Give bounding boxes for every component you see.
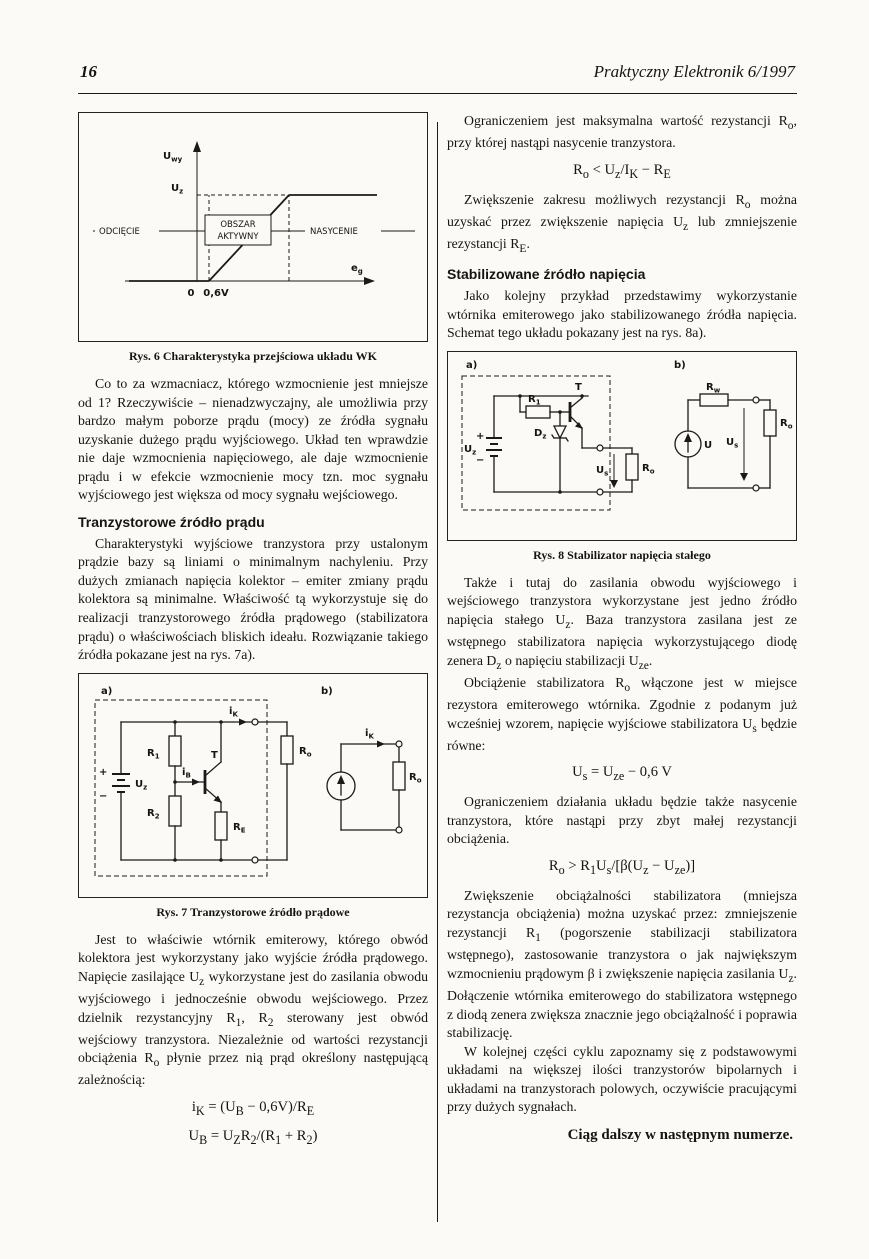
para-follower: Jest to właściwie wtórnik emiterowy, którego obwód kolektora jest wykorzystany jako wyjście źródła prądowego. Napięcie zasilające $U_z$ wykorzystane jest do zasilania obwodu wyjściowego i jednocześnie obwodu wejściowego. Przez dzielnik rezystancyjny $R_1$, $R_2$ sterowany jest obwód wejściowy tranzystora. Niezależnie od wartości rezystancji obciążenia $R_o$ płynie przez nią prąd określony następującą zależnością: bbox=[78, 931, 428, 1088]
para-next-issue: W kolejnej części cyklu zapoznamy się z podstawowymi układami na większej ilości tranzystorów bipolarnych i układami na tranzystorach polowych, oczywiście pracującymi przy dużych sygnałach. bbox=[447, 1043, 797, 1115]
fig8-us-arrow bbox=[596, 454, 618, 488]
fig8-t-label: T bbox=[575, 381, 582, 393]
fig8-resistor-r1 bbox=[518, 394, 560, 418]
fig8-voltage-source-symbol bbox=[675, 431, 712, 457]
para-improve: Zwiększenie obciążalności stabilizatora (mniejsza rezystancja obciążenia) można uzyskać przez: zmniejszenie rezystancji $R_1$ (pogorszenie stabilizacji stabilizatora wstępnego), zastosowanie tranzystora o jak największym wzmocnieniu prądowym β i zwiększenie napięcia zasilania $U_z$. Dołączenie wtórnika emiterowego do stabilizatora wstępnego z diodą zenera zwiększa znacznie jego obciążalność i poprawia stabilizację. bbox=[447, 887, 797, 1041]
fig6-06v-label: 0,6V bbox=[203, 288, 229, 299]
para-limit: Ograniczeniem jest maksymalna wartość rezystancji $R_o$, przy której nastąpi nasycenie tranzystora. bbox=[447, 113, 797, 151]
figure-7 bbox=[78, 673, 428, 898]
fig6-active-region-label-1: OBSZAR bbox=[220, 220, 256, 230]
fig8-plus-sign: + bbox=[476, 430, 485, 442]
fig7-resistor-r2 bbox=[147, 782, 181, 860]
fig8-r1-label: $R_1$ bbox=[528, 393, 541, 407]
para-characteristics: Charakterystyki wyjściowe tranzystora przy ustalonym prądzie bazy są liniami o minimalnym nachyleniu. Przy dużych zmianach napięcia kolektor – emiter zmiany prądu kolektora są minimalne. Właściwość tą wykorzystuje się do realizacji tranzystorowego źródła prądowego (stabilizatora prądu) o właściwościach bliskich ideału. Rozwiązanie takiego źródła pokazane jest na rys. 7a). bbox=[78, 535, 428, 663]
fig7-r1-label: $R_1$ bbox=[147, 747, 160, 761]
fig7-label-b: b) bbox=[321, 685, 333, 697]
fig8-ro-label: $R_o$ bbox=[642, 462, 655, 476]
section-heading-voltage-source: Stabilizowane źródło napięcia bbox=[447, 266, 646, 283]
fig8-uz-label: $U_z$ bbox=[464, 443, 477, 457]
fig8-battery bbox=[464, 396, 502, 492]
fig6-uwy-axis-label: $U_{wy}$ bbox=[163, 151, 183, 164]
equation-us: $U_s = U_{ze} - 0,6$ V bbox=[572, 764, 672, 784]
fig7-minus-sign: − bbox=[99, 790, 108, 802]
fig8-us-label: $U_s$ bbox=[596, 464, 609, 478]
page-header bbox=[80, 62, 795, 82]
figure-7-schematic bbox=[79, 674, 427, 897]
two-column-layout bbox=[78, 112, 797, 1222]
fig6-saturation-region-label: NASYCENIE bbox=[310, 227, 358, 237]
fig8-dz-label: $D_z$ bbox=[534, 427, 547, 441]
fig8-label-a: a) bbox=[466, 359, 478, 371]
fig8-rw-label: $R_w$ bbox=[706, 381, 721, 395]
figure-8-caption: Rys. 8 Stabilizator napięcia stałego bbox=[533, 547, 711, 562]
figure-8-schematic bbox=[448, 352, 796, 540]
fig6-active-region-label-2: AKTYWNY bbox=[217, 232, 259, 242]
fig7-transistor bbox=[205, 722, 222, 803]
fig7-ib-label: $i_B$ bbox=[182, 766, 191, 780]
fig7-plus-sign: + bbox=[99, 766, 108, 778]
figure-6-transfer-characteristic bbox=[79, 113, 427, 341]
left-column bbox=[78, 112, 428, 1222]
fig7-battery bbox=[99, 722, 147, 860]
figure-6-caption: Rys. 6 Charakterystyka przejściowa układu WK bbox=[128, 349, 378, 363]
journal-title: Praktyczny Elektronik 6/1997 bbox=[593, 62, 795, 81]
fig7-re-label: $R_E$ bbox=[233, 821, 246, 835]
fig8-zener-diode bbox=[534, 412, 568, 492]
para-intro-stabilizer: Jako kolejny przykład przedstawimy wykorzystanie wtórnika emiterowego jako stabilizowanego źródła napięcia. Schemat tego układu pokazany jest na rys. 8a). bbox=[447, 288, 797, 341]
section-heading-current-source: Tranzystorowe źródło prądu bbox=[78, 513, 265, 530]
fig7-base-wire bbox=[175, 767, 205, 786]
fig8-u-label: U bbox=[704, 439, 713, 451]
figure-6 bbox=[78, 112, 428, 342]
para-amplifier: Co to za wzmacniacz, którego wzmocnienie jest mniejsze od 1? Rzeczywiście – nienadzwyczajny, ale umożliwia przy bardzo małym poborze prądu (mocy) ze źródła sygnału uzyskanie dużego prądu wyjściowego. Układ ten wprawdzie nie daje wzmocnienia napięciowego, ale daje wzmocnienie prądu i w efekcie wzmocnienie mocy tzn. moc sygnału wyjściowego jest większa od mocy sygnału wejściowego. bbox=[78, 376, 428, 503]
fig8-equivalent-loop bbox=[688, 382, 793, 491]
equation-ro-min: $R_o > R_1U_s/[\beta(U_z - U_{ze})]$ bbox=[548, 858, 696, 877]
para-saturation: Ograniczeniem działania układu będzie także nasycenie tranzystora, które nastąpi przy zbyt małej rezystancji obciążenia. bbox=[447, 794, 797, 847]
para-supply: Także i tutaj do zasilania obwodu wyjściowego i wejściowego tranzystora wykorzystane jest jedno źródło napięcia stałego $U_z$. Baza tranzystora zasilana jest ze wstępnego stabilizatora napięcia wykorzystującego diodę zenera $D_z$ o napięciu stabilizacji $U_{ze}$. bbox=[447, 574, 797, 672]
column-divider bbox=[437, 122, 438, 1222]
fig7-current-source-symbol bbox=[327, 772, 355, 800]
para-increase: Zwiększenie zakresu możliwych rezystancji $R_o$ można uzyskać przez zwiększenie napięcia $U_z$ lub zmniejszenie rezystancji $R_E$. bbox=[447, 191, 798, 255]
fig7-ik2-label: $i_K$ bbox=[365, 727, 374, 741]
fig7-r2-label: $R_2$ bbox=[147, 807, 160, 821]
equation-ro-max: $R_o < U_z/I_K - R_E$ bbox=[573, 161, 671, 181]
fig8-load-ro bbox=[603, 448, 655, 492]
fig7-resistor-r1 bbox=[147, 722, 181, 782]
fig8-us2-label: $U_s$ bbox=[726, 436, 739, 450]
fig7-ro-label: $R_o$ bbox=[299, 745, 312, 759]
fig7-t-label: T bbox=[211, 749, 218, 761]
fig7-ik-label: $i_K$ bbox=[229, 705, 238, 719]
figure-8 bbox=[447, 351, 797, 541]
equation-ub: $U_B = U_ZR_2/(R_1 + R_2)$ bbox=[188, 1127, 318, 1147]
header-rule bbox=[78, 93, 797, 94]
fig8-label-b: b) bbox=[674, 359, 686, 371]
fig7-load-ro bbox=[258, 722, 312, 860]
figure-7-caption: Rys. 7 Tranzystorowe źródło prądowe bbox=[156, 904, 350, 919]
right-column bbox=[447, 112, 797, 1222]
fig7-label-a: a) bbox=[101, 685, 113, 697]
fig6-uz-level-label: $U_z$ bbox=[171, 183, 184, 196]
fig7-ro2-label: $R_o$ bbox=[409, 771, 422, 785]
fig6-eg-axis-label: $e_g$ bbox=[351, 263, 363, 276]
equation-ik: $i_K = (U_B - 0,6V)/R_E$ bbox=[191, 1099, 315, 1118]
fig6-axes bbox=[125, 141, 375, 285]
fig7-resistor-re bbox=[215, 802, 246, 860]
continuation-notice: Ciąg dalszy w następnym numerze. bbox=[567, 1126, 793, 1143]
fig6-zero-label: 0 bbox=[187, 288, 195, 299]
fig7-uz-label: $U_z$ bbox=[135, 778, 148, 792]
page-number: 16 bbox=[80, 62, 97, 81]
fig8-ro2-label: $R_o$ bbox=[780, 417, 793, 431]
fig6-cutoff-region-label: ODCIĘCIE bbox=[99, 227, 140, 237]
para-load: Obciążenie stabilizatora $R_o$ włączone jest w miejsce rezystora emiterowego wtórnika. Zgodnie z podanym już wcześniej wzorem, napięcie wyjściowe stabilizatora $U_s$ będzie równe: bbox=[447, 674, 798, 753]
fig8-minus-sign: − bbox=[476, 454, 485, 466]
